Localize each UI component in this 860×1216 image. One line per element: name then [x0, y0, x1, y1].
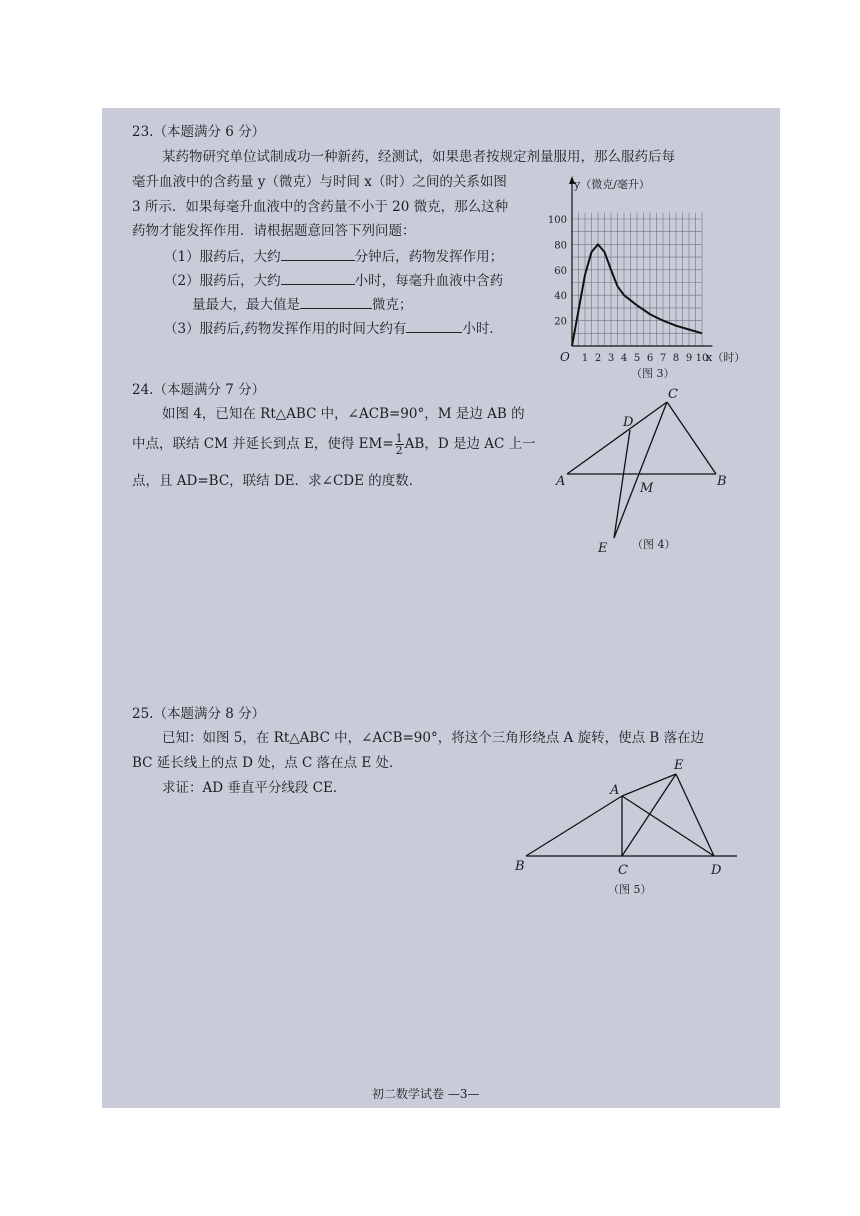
q23-para-4: 药物才能发挥作用．请根据题意回答下列问题： — [132, 223, 416, 239]
point-A-label: A — [610, 783, 620, 798]
x-tick-label: 6 — [646, 353, 654, 364]
q23-para-3: 3 所示．如果每毫升血液中的含药量不小于 20 微克，那么这种 — [132, 199, 509, 215]
q23-item-1 — [164, 246, 503, 266]
point-D-label: D — [711, 863, 722, 878]
point-B-label: B — [515, 859, 525, 874]
point-C-label: C — [618, 863, 628, 878]
fraction-denominator: 2 — [395, 444, 403, 457]
x-tick-label: 2 — [594, 353, 602, 364]
q23-item-3-text-b: 小时． — [462, 321, 503, 337]
segment-CE — [614, 402, 667, 538]
segment-CE — [622, 774, 676, 856]
point-M-label: M — [640, 481, 654, 496]
x-tick-label: 1 — [581, 353, 589, 364]
q25-heading: 25.（本题满分 8 分） — [132, 706, 266, 722]
point-A-label: A — [556, 474, 566, 489]
q24-line-2-text-a: 中点，联结 CM 并延长到点 E，使得 EM= — [132, 436, 394, 452]
chart-grid — [572, 213, 702, 346]
q23-item-3-text-a: （3）服药后,药物发挥作用的时间大约有 — [164, 321, 407, 337]
figure-4-diagram — [550, 386, 730, 556]
x-tick-label: 3 — [607, 353, 615, 364]
origin-label: O — [560, 350, 570, 364]
answer-blank-4[interactable] — [406, 318, 462, 333]
q23-item-2-cont — [192, 294, 413, 314]
x-tick-label: 7 — [659, 353, 667, 364]
q25-line-1: 已知：如图 5，在 Rt△ABC 中，∠ACB=90°，将这个三角形绕点 A 旋转，使点 B 落在边 — [162, 730, 705, 746]
y-tick-label: 20 — [554, 316, 567, 328]
x-tick-label: 9 — [685, 353, 693, 364]
q23-heading: 23.（本题满分 6 分） — [132, 124, 266, 140]
q23-para-2: 毫升血液中的含药量 y（微克）与时间 x（时）之间的关系如图 — [132, 174, 507, 190]
y-tick-label: 60 — [554, 265, 567, 277]
y-axis-label: y（微克/毫升） — [574, 178, 650, 191]
figure-3-caption: （图 3） — [631, 367, 675, 380]
q24-line-1: 如图 4，已知在 Rt△ABC 中，∠ACB=90°，M 是边 AB 的 — [162, 406, 525, 422]
segment-CB — [667, 402, 716, 474]
q25-line-2: BC 延长线上的点 D 处，点 C 落在点 E 处． — [132, 755, 403, 771]
q24-line-2-text-b: AB，D 是边 AC 上一 — [404, 436, 536, 452]
point-E-label: E — [598, 541, 608, 556]
segment-AE — [622, 774, 676, 796]
figure-3-chart — [534, 170, 766, 390]
x-tick-label: 8 — [672, 353, 680, 364]
exam-page — [102, 108, 780, 1108]
fraction-one-half — [395, 433, 404, 456]
y-tick-label: 40 — [554, 291, 567, 303]
q24-line-2 — [132, 433, 536, 456]
point-D-label: D — [623, 415, 634, 430]
answer-blank-1[interactable] — [281, 246, 355, 261]
q23-item-2 — [164, 270, 503, 290]
q23-para-1: 某药物研究单位试制成功一种新药，经测试，如果患者按规定剂量服用，那么服药后每 — [162, 149, 675, 165]
figure-5-lines — [526, 774, 737, 856]
fraction-numerator: 1 — [395, 432, 403, 445]
page-footer: 初二数学试卷 —3— — [372, 1087, 480, 1101]
answer-blank-2[interactable] — [281, 270, 355, 285]
segment-AB — [526, 796, 622, 856]
q23-item-2-text-d: 微克； — [372, 297, 413, 313]
q23-item-1-text-a: （1）服药后，大约 — [164, 249, 281, 265]
point-C-label: C — [668, 387, 678, 402]
q23-item-1-text-b: 分钟后，药物发挥作用； — [354, 249, 504, 265]
figure-4-lines — [567, 402, 716, 538]
x-tick-label: 5 — [633, 353, 641, 364]
x-axis-label: x（时） — [706, 351, 746, 364]
q23-item-2-text-b: 小时，每毫升血液中含药 — [354, 273, 504, 289]
figure-5-diagram — [512, 750, 742, 900]
x-tick-label: 4 — [620, 353, 628, 364]
q23-item-3 — [164, 318, 503, 338]
segment-DE — [614, 430, 630, 538]
figure-5-caption: （图 5） — [608, 883, 652, 896]
segment-AC — [567, 402, 667, 474]
y-tick-label: 100 — [547, 215, 567, 226]
q23-item-2-text-a: （2）服药后，大约 — [164, 273, 281, 289]
answer-blank-3[interactable] — [300, 294, 372, 309]
q24-heading: 24.（本题满分 7 分） — [132, 382, 266, 398]
q23-item-2-text-c: 量最大，最大值是 — [192, 297, 300, 313]
figure-4-caption: （图 4） — [632, 538, 676, 551]
y-tick-label: 80 — [554, 240, 567, 252]
x-tick-label: 10 — [695, 353, 709, 364]
q24-line-3: 点，且 AD=BC，联结 DE．求∠CDE 的度数． — [132, 473, 423, 489]
point-B-label: B — [717, 474, 727, 489]
point-E-label: E — [674, 758, 684, 773]
q25-line-3: 求证：AD 垂直平分线段 CE． — [162, 780, 347, 796]
